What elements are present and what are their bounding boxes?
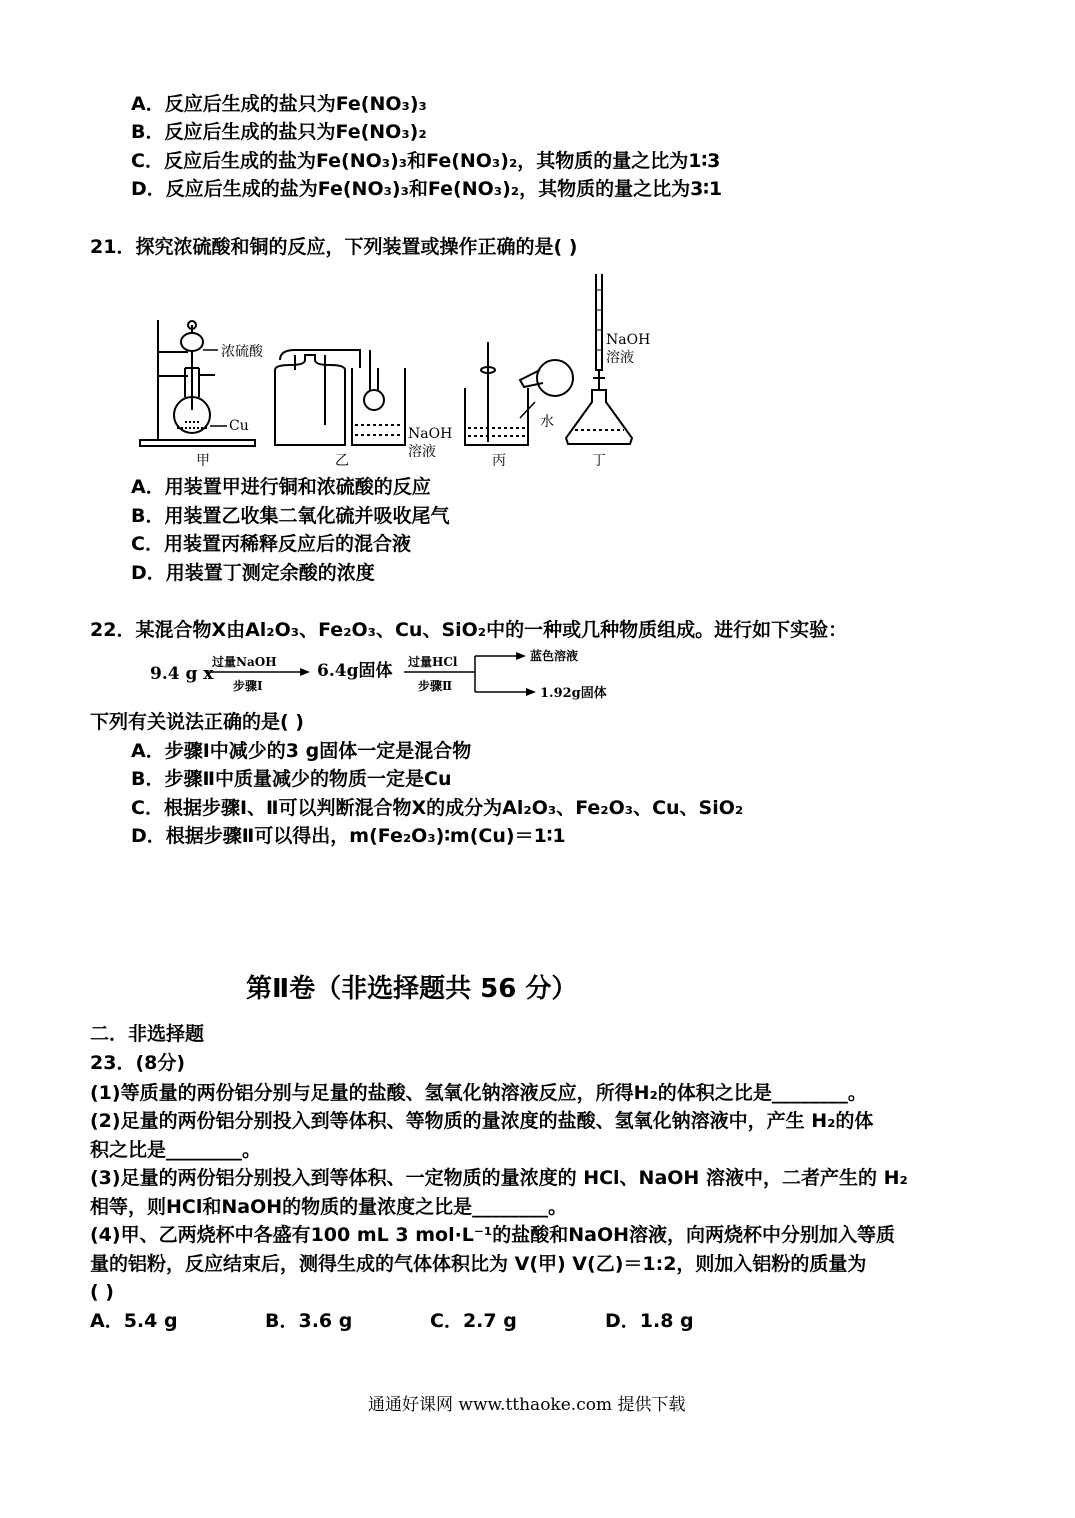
label-solution-yi: 溶液	[408, 444, 436, 460]
apparatus-bing	[465, 342, 573, 469]
flow-step-2: 步骤Ⅱ	[418, 679, 453, 693]
label-jia: 甲	[196, 453, 210, 469]
q22-option-b: B．步骤Ⅱ中质量减少的物质一定是Cu	[131, 768, 452, 790]
q23-option-d: D．1.8 g	[605, 1310, 694, 1332]
q20-option-c: C．反应后生成的盐为Fe(NO₃)₃和Fe(NO₃)₂，其物质的量之比为1∶3	[131, 150, 721, 172]
q22-option-c: C．根据步骤Ⅰ、Ⅱ可以判断混合物X的成分为Al₂O₃、Fe₂O₃、Cu、SiO₂	[131, 797, 744, 819]
q23-part2-line1: (2)足量的两份铝分别投入到等体积、等物质的量浓度的盐酸、氢氧化钠溶液中，产生 H₂的体	[90, 1110, 874, 1132]
q21-apparatus-figure	[130, 270, 690, 470]
q23-option-c: C．2.7 g	[430, 1310, 517, 1332]
q23-part4-line1: (4)甲、乙两烧杯中各盛有100 mL 3 mol·L⁻¹的盐酸和NaOH溶液，向两烧杯中分别加入等质	[90, 1224, 896, 1246]
label-solution-burette: 溶液	[606, 350, 634, 366]
q21-option-b: B．用装置乙收集二氧化硫并吸收尾气	[131, 505, 450, 527]
label-naoh-burette: NaOH	[606, 332, 651, 348]
label-yi: 乙	[335, 453, 349, 469]
flow-mid-solid: 6.4g固体	[317, 661, 393, 681]
q23-part4-line3: ( )	[90, 1281, 114, 1303]
apparatus-yi	[275, 350, 452, 469]
flow-out-blue-solution: 蓝色溶液	[530, 649, 579, 663]
label-cu: Cu	[229, 418, 249, 434]
q23-header: 23．(8分)	[90, 1052, 186, 1074]
q23-part3-line2: 相等，则HCl和NaOH的物质的量浓度之比是________。	[90, 1196, 568, 1218]
q22-option-d: D．根据步骤Ⅱ可以得出，m(Fe₂O₃)∶m(Cu)＝1∶1	[131, 825, 566, 847]
q23-part3-line1: (3)足量的两份铝分别投入到等体积、一定物质的量浓度的 HCl、NaOH 溶液中，二者产生的 H₂	[90, 1167, 908, 1189]
q21-option-a: A．用装置甲进行铜和浓硫酸的反应	[131, 476, 431, 498]
footer-text: 通通好课网 www.tthaoke.com 提供下载	[368, 1395, 686, 1415]
q20-option-b: B．反应后生成的盐只为Fe(NO₃)₂	[131, 121, 427, 143]
apparatus-ding	[566, 274, 650, 469]
q23-part2-line2: 积之比是________。	[90, 1139, 262, 1161]
q23-option-a: A．5.4 g	[90, 1310, 178, 1332]
q21-stem: 21．探究浓硫酸和铜的反应，下列装置或操作正确的是( )	[90, 236, 578, 258]
q20-option-a: A．反应后生成的盐只为Fe(NO₃)₃	[131, 93, 427, 115]
label-naoh-yi: NaOH	[408, 426, 453, 442]
q21-option-d: D．用装置丁测定余酸的浓度	[131, 562, 375, 584]
label-ding: 丁	[592, 453, 606, 469]
section-title: 二．非选择题	[90, 1023, 205, 1045]
flow-out-solid: 1.92g固体	[540, 686, 607, 701]
q23-part1: (1)等质量的两份铝分别与足量的盐酸、氢氧化钠溶液反应，所得H₂的体积之比是________。	[90, 1082, 867, 1104]
label-bing: 丙	[492, 453, 506, 469]
q22-option-a: A．步骤Ⅰ中减少的3 g固体一定是混合物	[131, 740, 472, 762]
flow-reagent-hcl: 过量HCl	[408, 655, 458, 669]
q22-stem: 22．某混合物X由Al₂O₃、Fe₂O₃、Cu、SiO₂中的一种或几种物质组成。进行如下实验：	[90, 619, 848, 641]
q22-flow-diagram	[150, 648, 650, 704]
q23-part4-line2: 量的铝粉，反应结束后，测得生成的气体体积比为 V(甲) V(乙)＝1:2，则加入铝粉的质量为	[90, 1253, 867, 1275]
label-water: 水	[540, 414, 554, 430]
q20-option-d: D．反应后生成的盐为Fe(NO₃)₃和Fe(NO₃)₂，其物质的量之比为3∶1	[131, 178, 723, 200]
flow-reagent-naoh: 过量NaOH	[212, 655, 277, 669]
flow-start: 9.4 g x	[150, 664, 214, 684]
part2-title: 第Ⅱ卷（非选择题共 56 分）	[246, 974, 578, 1004]
q21-option-c: C．用装置丙稀释反应后的混合液	[131, 533, 411, 555]
apparatus-jia	[140, 320, 264, 469]
label-concentrated-sulfuric-acid: 浓硫酸	[221, 344, 263, 360]
q22-prompt: 下列有关说法正确的是( )	[90, 711, 304, 733]
q23-option-b: B．3.6 g	[265, 1310, 353, 1332]
flow-step-1: 步骤Ⅰ	[233, 679, 263, 693]
